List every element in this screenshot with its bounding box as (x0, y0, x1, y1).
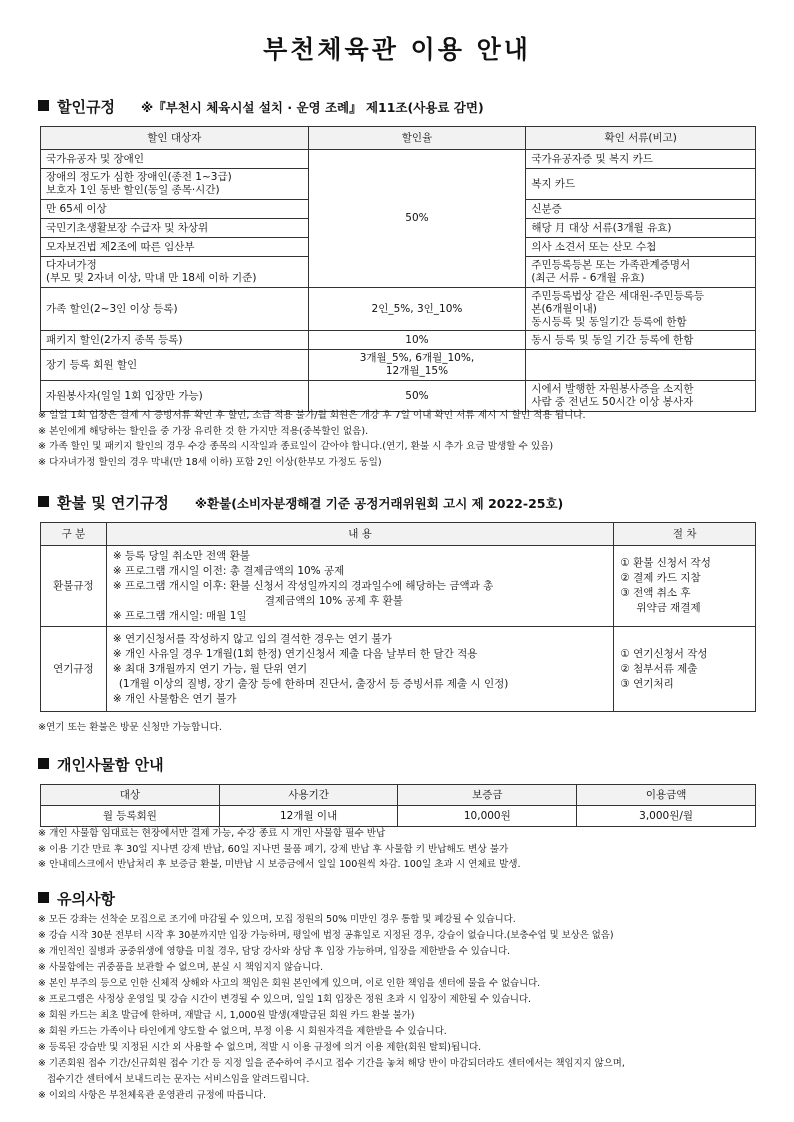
table-cell: 12개월 이내 (219, 806, 398, 827)
table-cell: 월 등록회원 (41, 806, 220, 827)
locker-table (40, 784, 756, 827)
table-cell: 해당 月 대상 서류(3개월 유효) (526, 219, 756, 238)
table-header: 할인율 (308, 127, 526, 150)
table-row (41, 331, 756, 350)
table-row (41, 381, 756, 412)
table-cell: 10,000원 (398, 806, 577, 827)
table-row (41, 150, 756, 169)
table-header: 보증금 (398, 785, 577, 806)
table-cell: 3,000원/월 (577, 806, 756, 827)
table-cell: 10% (308, 331, 526, 350)
refund-steps: ① 환불 신청서 작성 ② 결제 카드 지참 ③ 전액 취소 후 위약금 재결제 (614, 546, 756, 627)
note-line: ※ 모든 강좌는 선착순 모집으로 조기에 마감될 수 있으며, 모집 정원의 50% 미만인 경우 통합 및 폐강될 수 있습니다. (38, 914, 516, 925)
note-line: ※ 사물함에는 귀중품을 보관할 수 없으며, 분실 시 책임지지 않습니다. (38, 962, 324, 973)
table-cell: 국민기초생활보장 수급자 및 차상위 (41, 219, 309, 238)
discount-table (40, 126, 756, 412)
postpone-label: 연기규정 (41, 627, 107, 712)
table-cell: 3개월_5%, 6개월_10%, 12개월_15% (308, 350, 526, 381)
refund-heading: 환불 및 연기규정 ※환불(소비자분쟁해결 기준 공정거래위원회 고시 제 2022-25호) (38, 492, 563, 513)
table-header: 확인 서류(비고) (526, 127, 756, 150)
table-cell: 가족 할인(2~3인 이상 등록) (41, 288, 309, 331)
page-title: 부천체육관 이용 안내 (263, 35, 531, 64)
table-cell: 장기 등록 회원 할인 (41, 350, 309, 381)
discount-heading: 할인규정 ※『부천시 체육시설 설치 · 운영 조례』 제11조(사용료 감면) (38, 96, 484, 117)
locker-heading: 개인사물함 안내 (38, 754, 164, 775)
table-cell: 만 65세 이상 (41, 200, 309, 219)
refund-note: ※연기 또는 환불은 방문 신청만 가능합니다. (38, 722, 222, 733)
table-cell: 동시 등록 및 동일 기간 등록에 한함 (526, 331, 756, 350)
square-bullet-icon (38, 892, 49, 903)
table-row (41, 546, 756, 627)
square-bullet-icon (38, 496, 49, 507)
table-cell: 신분증 (526, 200, 756, 219)
caution-heading: 유의사항 (38, 888, 115, 909)
note-line: ※ 기존회원 접수 기간/신규회원 접수 기간 등 지정 일을 준수하여 주시고 접수 기간을 놓쳐 해당 반이 마감되더라도 센터에서는 책임지지 않으며, (38, 1058, 625, 1069)
table-header: 구 분 (41, 523, 107, 546)
table-cell: 의사 소견서 또는 산모 수첩 (526, 238, 756, 257)
square-bullet-icon (38, 758, 49, 769)
table-cell: 주민등록등본 또는 가족관계증명서 (최근 서류 - 6개월 유효) (526, 257, 756, 288)
table-cell: 다자녀가정 (부모 및 2자녀 이상, 막내 만 18세 이하 기준) (41, 257, 309, 288)
table-cell: 모자보건법 제2조에 따른 임산부 (41, 238, 309, 257)
table-header: 내 용 (106, 523, 614, 546)
note-line: ※ 회원 카드는 최초 발급에 한하며, 재발급 시, 1,000원 발생(재발급된 회원 카드 환불 불가) (38, 1010, 415, 1021)
table-row (41, 288, 756, 331)
note-line: ※ 이외의 사항은 부천체육관 운영관리 규정에 따릅니다. (38, 1090, 266, 1101)
table-header-row (41, 523, 756, 546)
table-cell: 주민등록법상 같은 세대원-주민등록등 본(6개월이내) 동시등록 및 동일기간 등록에 한함 (526, 288, 756, 331)
table-header-row (41, 127, 756, 150)
caution-notes (38, 912, 768, 1104)
table-cell: 패키지 할인(2가지 종목 등록) (41, 331, 309, 350)
note-line: ※ 본인 부주의 등으로 인한 신체적 상해와 사고의 책임은 회원 본인에게 있으며, 이로 인한 책임을 센터에 물을 수 없습니다. (38, 978, 541, 989)
table-cell (526, 350, 756, 381)
table-header: 대상 (41, 785, 220, 806)
note-line: ※ 안내데스크에서 반납처리 후 보증금 환불, 미반납 시 보증금에서 일일 100원씩 차감. 100일 초과 시 연체료 발생. (38, 859, 521, 870)
table-header: 절 차 (614, 523, 756, 546)
note-line: ※ 등록된 강습반 및 지정된 시간 외 사용할 수 없으며, 적발 시 이용 규정에 의거 이용 제한(회원 탈퇴)됩니다. (38, 1042, 482, 1053)
table-header: 사용기간 (219, 785, 398, 806)
table-cell: 시에서 발행한 자원봉사증을 소지한 사람 중 전년도 50시간 이상 봉사자 (526, 381, 756, 412)
note-line: ※ 다자녀가정 할인의 경우 막내(만 18세 이하) 포함 2인 이상(한부모 가정도 동일) (38, 456, 382, 468)
square-bullet-icon (38, 100, 49, 111)
postpone-steps: ① 연기신청서 작성 ② 첨부서류 제출 ③ 연기처리 (614, 627, 756, 712)
note-line: ※ 일일 1회 입장은 결제 시 증빙서류 확인 후 할인, 소급 적용 불가/월 회원은 개강 후 7일 이내 확인 서류 제시 시 할인 적용 됩니다. (38, 410, 586, 421)
note-line: ※ 강습 시작 30분 전부터 시작 후 30분까지만 입장 가능하며, 평일에 법정 공휴일로 지정된 경우, 강습이 없습니다.(보충수업 및 보상은 없음) (38, 930, 614, 941)
table-cell: 국가유공자증 및 복지 카드 (526, 150, 756, 169)
note-line: ※ 가족 할인 및 패키지 할인의 경우 수강 종목의 시작일과 종료일이 같아야 합니다.(연기, 환불 시 추가 요금 발생할 수 있음) (38, 441, 554, 452)
table-cell: 50% (308, 150, 526, 288)
note-line: ※ 프로그램은 사정상 운영일 및 강습 시간이 변경될 수 있으며, 일일 1회 입장은 정원 초과 시 입장이 제한될 수 있습니다. (38, 994, 531, 1005)
discount-notes (38, 408, 768, 470)
refund-content: ※ 등록 당일 취소만 전액 환불 ※ 프로그램 개시일 이전: 총 결제금액의 10% 공제 ※ 프로그램 개시일 이후: 환불 신청서 작성일까지의 경과일수에 해당하는 금액과 총 결제금액의 10% 공제 후 환불 ※ 프로그램 개시일: 매월 1일 (106, 546, 614, 627)
table-cell: 2인_5%, 3인_10% (308, 288, 526, 331)
discount-subheading: ※『부천시 체육시설 설치 · 운영 조례』 제11조(사용료 감면) (140, 100, 484, 115)
locker-notes (38, 826, 768, 873)
table-header: 할인 대상자 (41, 127, 309, 150)
table-row (41, 627, 756, 712)
refund-table (40, 522, 756, 712)
table-cell: 50% (308, 381, 526, 412)
table-header: 이용금액 (577, 785, 756, 806)
table-cell: 장애의 정도가 심한 장애인(종전 1~3급) 보호자 1인 동반 할인(동일 종목·시간) (41, 169, 309, 200)
table-header-row (41, 785, 756, 806)
refund-subheading: ※환불(소비자분쟁해결 기준 공정거래위원회 고시 제 2022-25호) (194, 496, 564, 511)
table-cell: 자원봉사자(일일 1회 입장만 가능) (41, 381, 309, 412)
note-line: ※ 회원 카드는 가족이나 타인에게 양도할 수 없으며, 부정 이용 시 회원자격을 제한받을 수 있습니다. (38, 1026, 447, 1037)
note-line: ※ 개인적인 질병과 공중위생에 영향을 미칠 경우, 담당 강사와 상담 후 입장 가능하며, 입장을 제한받을 수 있습니다. (38, 946, 511, 957)
note-line: ※ 이용 기간 만료 후 30일 지나면 강제 반납, 60일 지나면 물품 폐기, 강제 반납 후 사물함 키 반납해도 변상 불가 (38, 843, 509, 855)
postpone-content: ※ 연기신청서를 작성하지 않고 임의 결석한 경우는 연기 불가 ※ 개인 사유일 경우 1개월(1회 한정) 연기신청서 제출 다음 날부터 한 달간 적용 ※ 최대 3개월까지 연기 가능, 월 단위 연기 (1개월 이상의 질병, 장기 출장 등에 한하며 진단서, 출장서 등 증빙서류 제출 시 인정) ※ 개인 사물함은 연기 불가 (106, 627, 614, 712)
note-line: 접수기간 센터에서 보내드리는 문자는 서비스임을 알려드립니다. (38, 1074, 310, 1085)
table-row (41, 350, 756, 381)
refund-label: 환불규정 (41, 546, 107, 627)
note-line: ※ 개인 사물함 임대료는 현장에서만 결제 가능, 수강 종료 시 개인 사물함 필수 반납 (38, 828, 386, 839)
note-line: ※ 본인에게 해당하는 할인을 중 가장 유리한 것 한 가지만 적용(중복할인 없음). (38, 425, 369, 437)
table-cell: 복지 카드 (526, 169, 756, 200)
table-row (41, 806, 756, 827)
table-cell: 국가유공자 및 장애인 (41, 150, 309, 169)
